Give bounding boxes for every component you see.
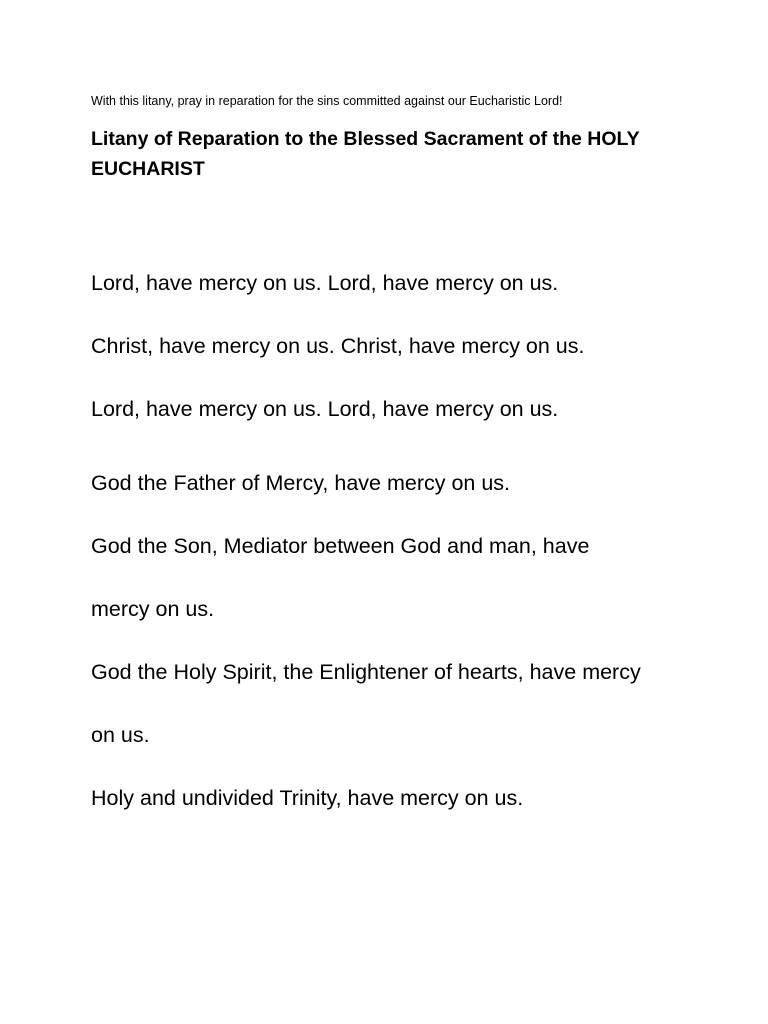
litany-line: on us. [91, 723, 150, 747]
litany-line: God the Son, Mediator between God and man, have [91, 534, 590, 558]
litany-line: God the Holy Spirit, the Enlightener of hearts, have mercy [91, 660, 641, 684]
litany-line: Holy and undivided Trinity, have mercy on us. [91, 786, 524, 810]
litany-line: Lord, have mercy on us. Lord, have mercy on us. [91, 397, 559, 421]
litany-line: Christ, have mercy on us. Christ, have mercy on us. [91, 334, 585, 358]
intro-text: With this litany, pray in reparation for the sins committed against our Eucharistic Lord! [91, 94, 563, 108]
litany-line: mercy on us. [91, 597, 215, 621]
document-title: Litany of Reparation to the Blessed Sacrament of the HOLY EUCHARIST [91, 128, 640, 180]
litany-line: God the Father of Mercy, have mercy on us. [91, 471, 511, 495]
litany-line: Lord, have mercy on us. Lord, have mercy on us. [91, 271, 559, 295]
